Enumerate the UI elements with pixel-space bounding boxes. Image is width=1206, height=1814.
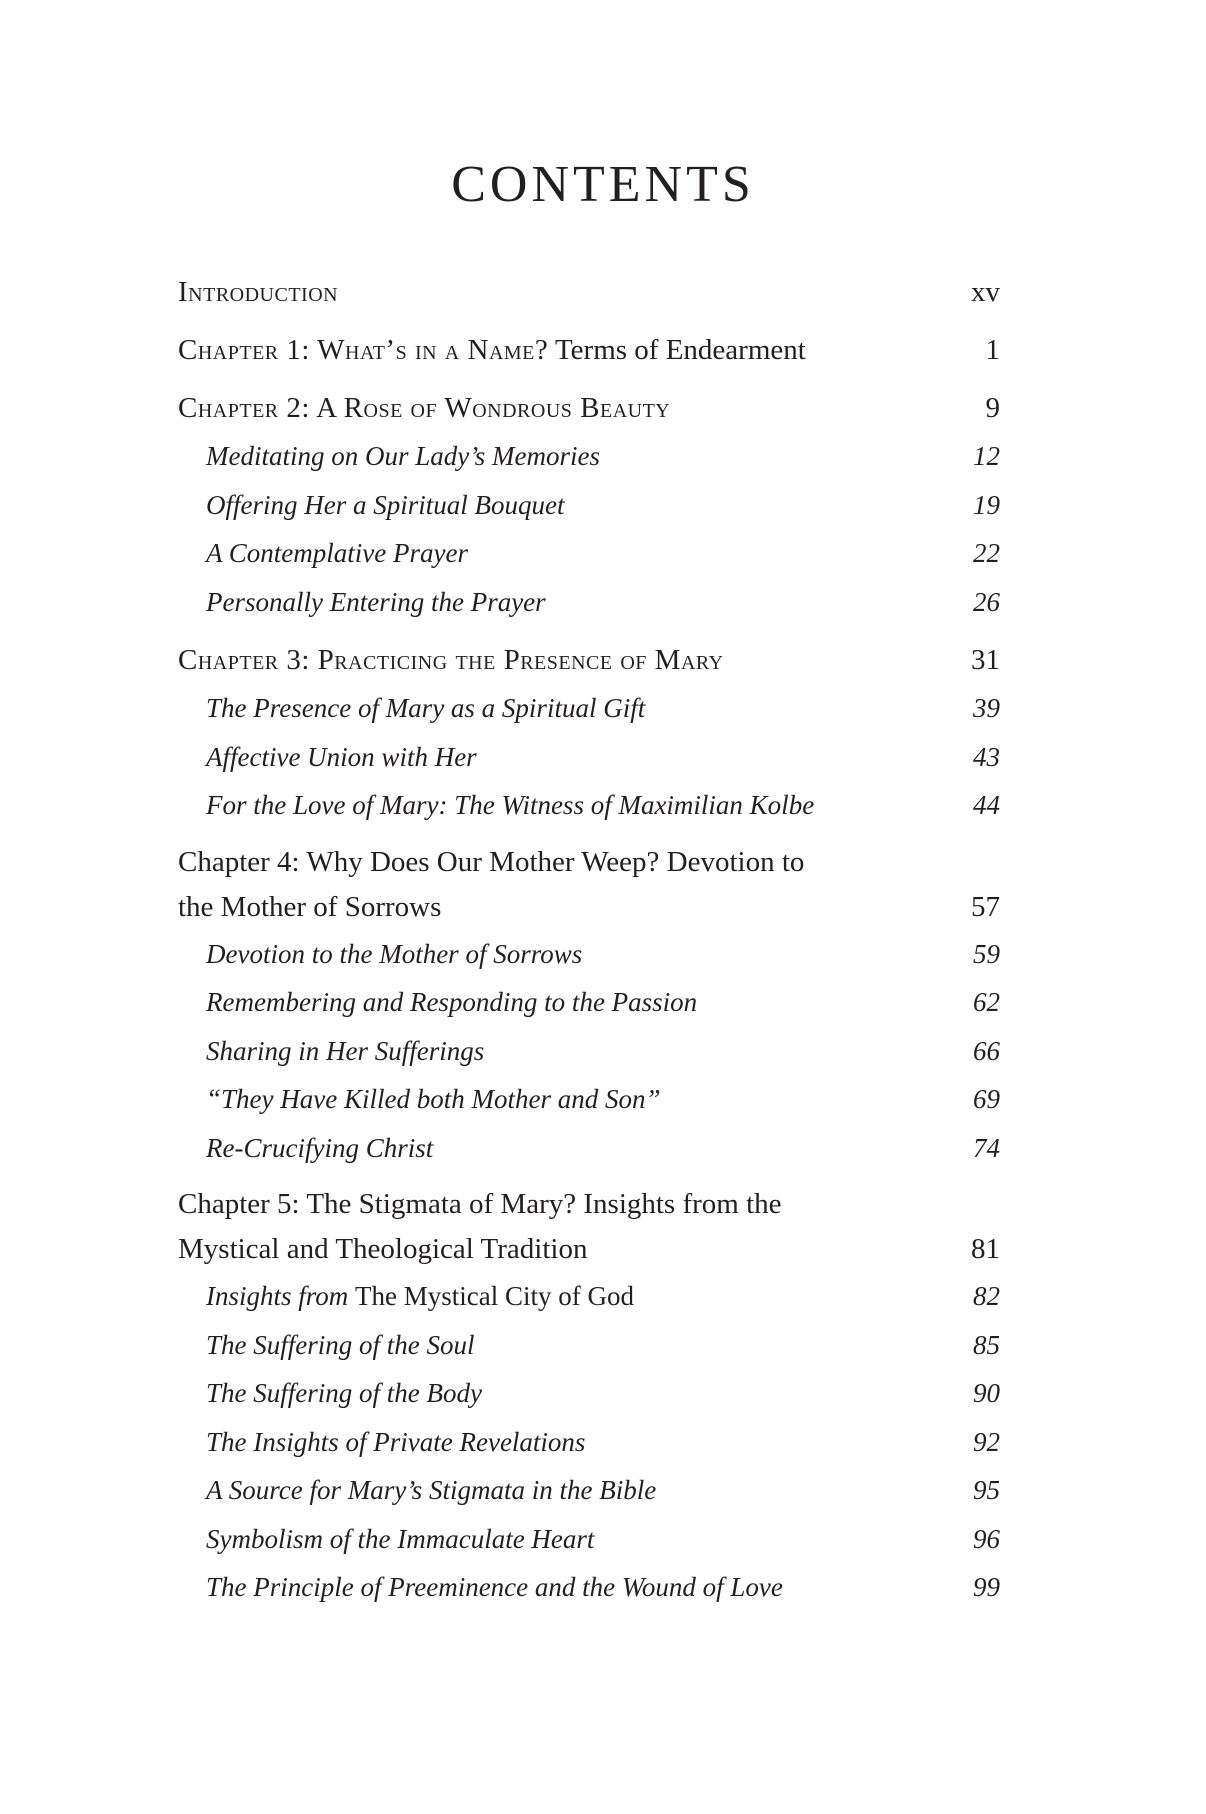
- table-of-contents: [178, 268, 1000, 1612]
- entry-label-line-2: the Mother of Sorrows: [178, 890, 442, 923]
- toc-entry-section[interactable]: [178, 1466, 1000, 1515]
- entry-page-number: 62: [973, 987, 1000, 1017]
- toc-entry-section[interactable]: [178, 1027, 1000, 1076]
- toc-entry-section[interactable]: [178, 1124, 1000, 1173]
- entry-label: “They Have Killed both Mother and Son”: [206, 1084, 661, 1114]
- toc-entry-section[interactable]: [178, 481, 1000, 530]
- entry-label: Insights from The Mystical City of God: [206, 1281, 634, 1311]
- entry-label: The Suffering of the Body: [206, 1378, 482, 1408]
- toc-entry-section[interactable]: [178, 781, 1000, 830]
- entry-page-number: 99: [973, 1572, 1000, 1602]
- entry-page-number: 81: [971, 1233, 1000, 1265]
- toc-entry-chapter-2[interactable]: [178, 384, 1000, 432]
- toc-entry-section[interactable]: [178, 529, 1000, 578]
- toc-entry-section[interactable]: [178, 930, 1000, 979]
- toc-entry-section[interactable]: [178, 1515, 1000, 1564]
- toc-entry-section[interactable]: [178, 684, 1000, 733]
- toc-entry-chapter-3[interactable]: [178, 636, 1000, 684]
- entry-page-number: 66: [973, 1035, 1000, 1066]
- entry-label: The Presence of Mary as a Spiritual Gift: [206, 693, 646, 723]
- entry-page-number: 1: [985, 334, 1000, 366]
- entry-label: Chapter 1: What’s in a Name? Terms of Endearment: [178, 334, 806, 366]
- entry-page-number: 82: [973, 1281, 1000, 1311]
- entry-label: Personally Entering the Prayer: [206, 586, 546, 617]
- toc-entry-section[interactable]: [178, 733, 1000, 782]
- entry-page-number: 39: [973, 693, 1000, 723]
- entry-label: Symbolism of the Immaculate Heart: [206, 1523, 595, 1554]
- entry-label: The Insights of Private Revelations: [206, 1426, 586, 1457]
- entry-page-number: 74: [973, 1132, 1000, 1163]
- entry-label-line-2: Mystical and Theological Tradition: [178, 1233, 588, 1265]
- entry-label: Devotion to the Mother of Sorrows: [206, 938, 583, 969]
- entry-label: For the Love of Mary: The Witness of Maximilian Kolbe: [206, 790, 815, 820]
- entry-label: Meditating on Our Lady’s Memories: [206, 441, 600, 471]
- entry-page-number: xv: [971, 276, 1000, 308]
- page-title: CONTENTS: [451, 156, 755, 213]
- entry-label: Re-Crucifying Christ: [206, 1132, 434, 1163]
- entry-label-line-1: Chapter 4: Why Does Our Mother Weep? Devotion to: [178, 845, 805, 878]
- entry-page-number: 26: [973, 586, 1000, 617]
- toc-entry-section[interactable]: [178, 978, 1000, 1027]
- toc-entry-section[interactable]: [178, 1321, 1000, 1370]
- entry-label: Chapter 3: Practicing the Presence of Mary: [178, 644, 724, 676]
- toc-entry-chapter-1[interactable]: [178, 326, 1000, 374]
- entry-label: Offering Her a Spiritual Bouquet: [206, 489, 565, 520]
- entry-page-number: 19: [973, 489, 1000, 520]
- entry-page-number: 69: [973, 1084, 1000, 1114]
- toc-entry-section[interactable]: [178, 1075, 1000, 1124]
- entry-label: A Contemplative Prayer: [206, 538, 468, 568]
- toc-entry-section[interactable]: [178, 1563, 1000, 1612]
- entry-page-number: 96: [973, 1523, 1000, 1554]
- entry-label: The Principle of Preeminence and the Wound of Love: [206, 1572, 783, 1602]
- entry-page-number: 43: [973, 741, 1000, 772]
- entry-page-number: 95: [973, 1475, 1000, 1505]
- toc-entry-section[interactable]: [178, 1418, 1000, 1467]
- entry-label-line-1: Chapter 5: The Stigmata of Mary? Insights from the: [178, 1188, 782, 1220]
- entry-page-number: 59: [973, 938, 1000, 969]
- entry-page-number: 85: [973, 1329, 1000, 1360]
- entry-label: Introduction: [178, 276, 339, 308]
- entry-page-number: 44: [973, 790, 1000, 820]
- toc-entry-section[interactable]: [178, 1272, 1000, 1321]
- entry-label: Affective Union with Her: [206, 741, 477, 772]
- entry-label: The Suffering of the Soul: [206, 1329, 475, 1360]
- entry-page-number: 57: [971, 890, 1000, 923]
- toc-entry-section[interactable]: [178, 1369, 1000, 1418]
- entry-label: Sharing in Her Sufferings: [206, 1035, 485, 1066]
- toc-entry-chapter-4[interactable]: [178, 840, 1000, 930]
- toc-entry-section[interactable]: [178, 578, 1000, 627]
- entry-label: Chapter 2: A Rose of Wondrous Beauty: [178, 392, 671, 424]
- entry-page-number: 90: [973, 1378, 1000, 1408]
- entry-page-number: 12: [973, 441, 1000, 471]
- toc-entry-introduction[interactable]: [178, 268, 1000, 316]
- entry-page-number: 9: [985, 392, 1000, 424]
- entry-page-number: 22: [973, 538, 1000, 568]
- entry-label: A Source for Mary’s Stigmata in the Bible: [206, 1475, 657, 1505]
- toc-entry-section[interactable]: [178, 432, 1000, 481]
- entry-page-number: 31: [971, 644, 1000, 676]
- entry-page-number: 92: [973, 1426, 1000, 1457]
- entry-label: Remembering and Responding to the Passion: [206, 987, 698, 1017]
- toc-entry-chapter-5[interactable]: [178, 1182, 1000, 1272]
